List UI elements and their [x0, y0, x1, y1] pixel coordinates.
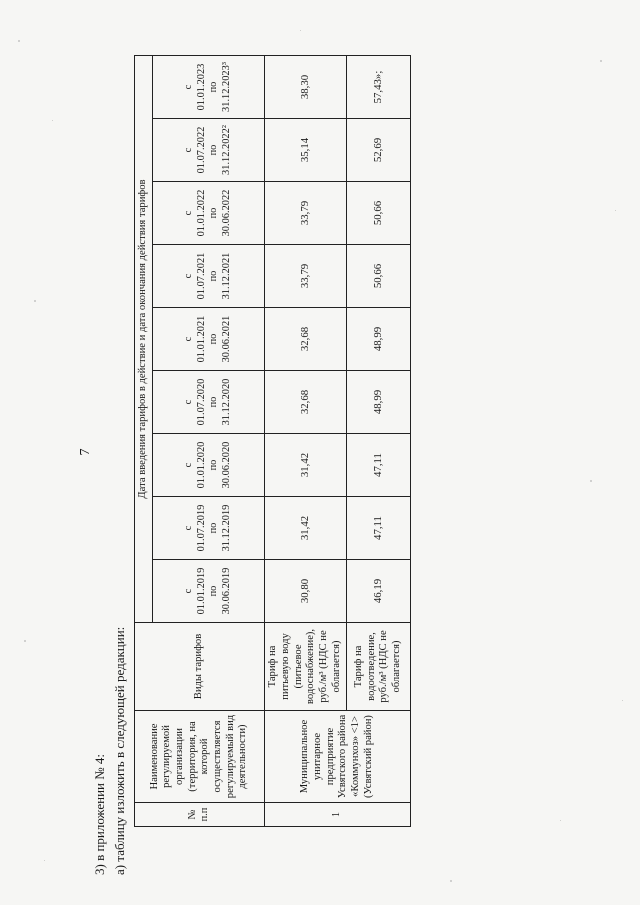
tariff-value: 31,42	[264, 434, 346, 497]
header-dates-group: Дата введения тарифов в действие и дата окончания действия тарифов	[135, 56, 153, 623]
tariff-value: 35,14	[264, 119, 346, 182]
tariff-name: Тариф на питьевую воду (питьевое водоснабжение), руб./м³ (НДС не облагается)	[264, 623, 346, 711]
header-period: с 01.01.2021 по 30.06.2021	[152, 308, 264, 371]
tariff-value: 50,66	[346, 182, 410, 245]
tariff-value: 47,11	[346, 497, 410, 560]
header-tariff-type: Виды тарифов	[135, 623, 265, 711]
header-number: № п.п	[135, 803, 265, 827]
tariff-value: 30,80	[264, 560, 346, 623]
header-period: с 01.01.2020 по 30.06.2020	[152, 434, 264, 497]
header-organization: Наименование регулируемой организации (территория, на которой осуществляется регулируемый вид деятельности)	[135, 711, 265, 803]
header-row-top	[135, 56, 153, 827]
tariff-value: 33,79	[264, 182, 346, 245]
header-period: с 01.07.2019 по 31.12.2019	[152, 497, 264, 560]
section-title: 3) в приложении № 4:	[92, 753, 107, 875]
row-number: 1	[264, 803, 410, 827]
tariff-table	[134, 55, 411, 827]
header-period: с 01.07.2021 по 31.12.2021	[152, 245, 264, 308]
header-period: с 01.01.2022 по 30.06.2022	[152, 182, 264, 245]
page-number: 7	[78, 448, 93, 456]
header-period: с 01.07.2020 по 31.12.2020	[152, 371, 264, 434]
tariff-value: 38,30	[264, 56, 346, 119]
table-row-water	[264, 56, 346, 827]
organization-name: Муниципальное унитарное предприятие Усвятского района «Коммунхоз» <1> (Усвятский район)	[264, 711, 410, 803]
tariff-value: 32,68	[264, 308, 346, 371]
tariff-value: 33,79	[264, 245, 346, 308]
header-period: с 01.01.2023 по 31.12.2023³	[152, 56, 264, 119]
tariff-value: 50,66	[346, 245, 410, 308]
tariff-value: 46,19	[346, 560, 410, 623]
tariff-value: 47,11	[346, 434, 410, 497]
tariff-value: 48,99	[346, 371, 410, 434]
header-period: с 01.01.2019 по 30.06.2019	[152, 560, 264, 623]
tariff-value: 57,43»;	[346, 56, 410, 119]
header-period: с 01.07.2022 по 31.12.2022²	[152, 119, 264, 182]
tariff-value: 48,99	[346, 308, 410, 371]
section-subtitle: а) таблицу изложить в следующей редакции:	[112, 626, 127, 875]
tariff-value: 31,42	[264, 497, 346, 560]
tariff-value: 52,69	[346, 119, 410, 182]
tariff-name: Тариф на водоотведение, руб./м³ (НДС не облагается)	[346, 623, 410, 711]
tariff-value: 32,68	[264, 371, 346, 434]
